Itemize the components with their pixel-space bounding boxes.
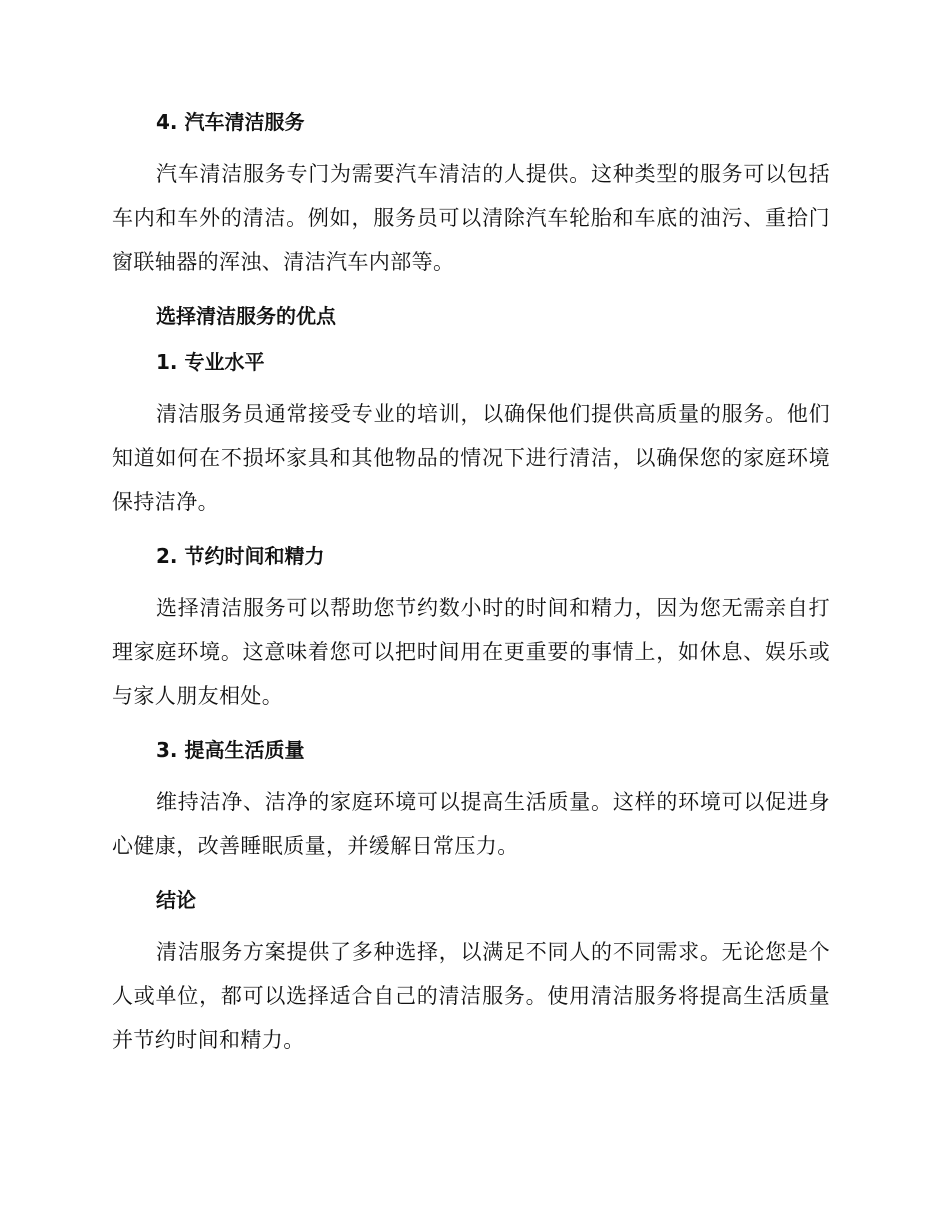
section-heading-car-cleaning: 4. 汽车清洁服务 [156,110,305,134]
section-paragraph-conclusion: 清洁服务方案提供了多种选择，以满足不同人的不同需求。无论您是个人或单位，都可以选择适合自己的清洁服务。使用清洁服务将提高生活质量并节约时间和精力。 [112,940,830,1052]
section-heading-save-time: 2. 节约时间和精力 [156,544,325,568]
section-heading-conclusion: 结论 [156,888,196,912]
section-paragraph-car-cleaning: 汽车清洁服务专门为需要汽车清洁的人提供。这种类型的服务可以包括车内和车外的清洁。例如，服务员可以清除汽车轮胎和车底的油污、重拾门窗联轴器的浑浊、清洁汽车内部等。 [112,162,830,274]
section-paragraph-save-time: 选择清洁服务可以帮助您节约数小时的时间和精力，因为您无需亲自打理家庭环境。这意味着您可以把时间用在更重要的事情上，如休息、娱乐或与家人朋友相处。 [112,596,830,708]
section-paragraph-quality-of-life: 维持洁净、洁净的家庭环境可以提高生活质量。这样的环境可以促进身心健康，改善睡眠质量，并缓解日常压力。 [112,790,830,858]
section-heading-quality-of-life: 3. 提高生活质量 [156,738,305,762]
section-heading-professional: 1. 专业水平 [156,350,265,374]
section-heading-advantages: 选择清洁服务的优点 [156,304,336,328]
section-paragraph-professional: 清洁服务员通常接受专业的培训，以确保他们提供高质量的服务。他们知道如何在不损坏家具和其他物品的情况下进行清洁，以确保您的家庭环境保持洁净。 [112,402,830,514]
document-body [112,108,830,1062]
